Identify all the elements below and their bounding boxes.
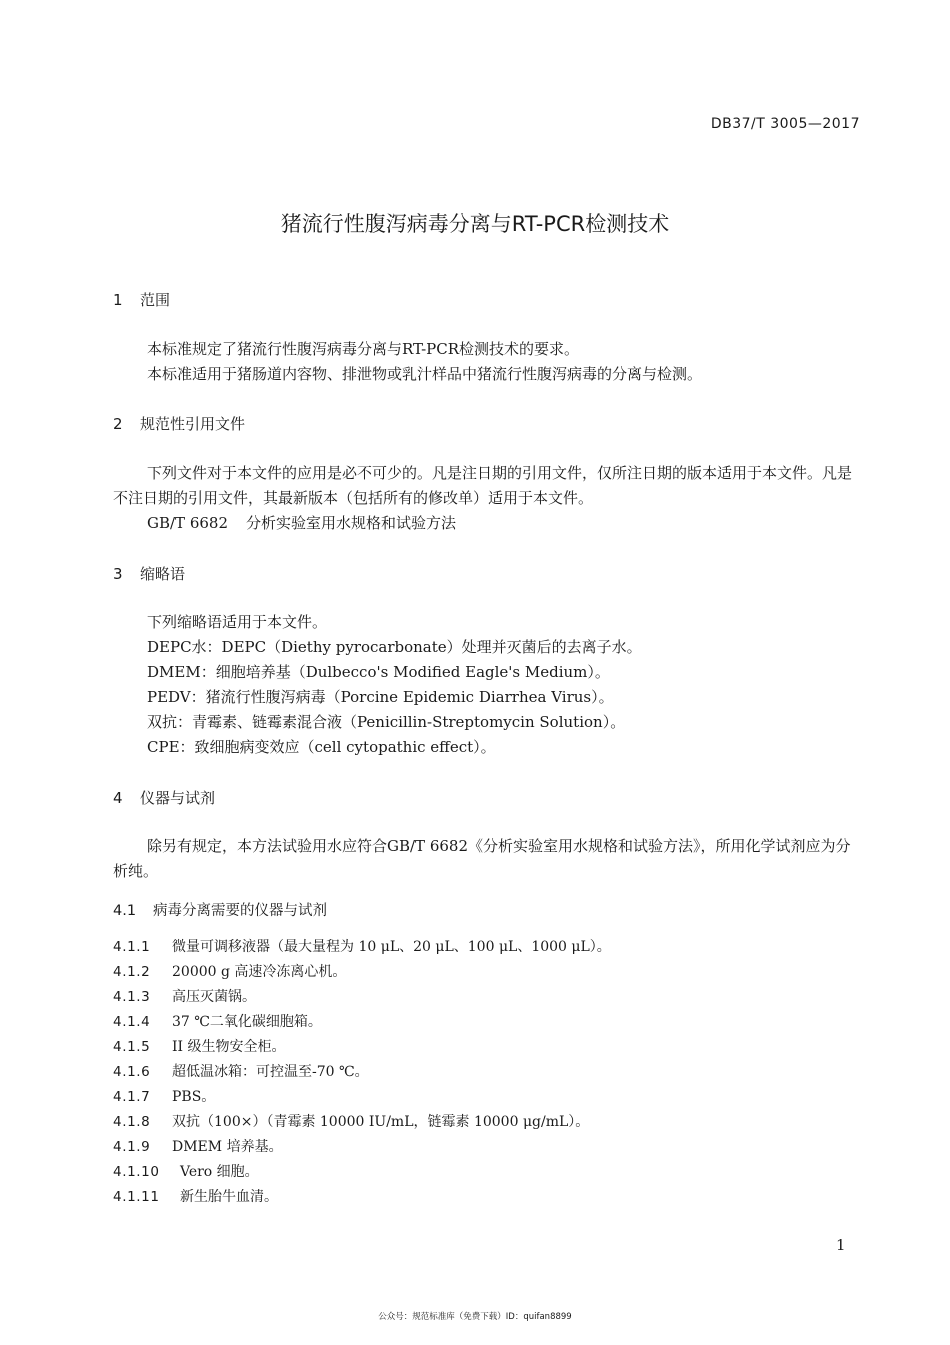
reference-title: 分析实验室用水规格和试验方法 <box>246 514 457 532</box>
standard-code: DB37/T 3005—2017 <box>710 116 860 132</box>
footer-watermark: 公众号：规范标准库（免费下载）ID：quifan8899 <box>378 1312 572 1322</box>
subsection-title: 病毒分离需要的仪器与试剂 <box>153 903 327 919</box>
section-4-paragraph: 除另有规定，本方法试验用水应符合GB/T 6682《分析实验室用水规格和试验方法》，所用化学试剂应为分析纯。 <box>113 837 851 880</box>
section-1-paragraph-2: 本标准适用于猪肠道内容物、排泄物或乳汁样品中猪流行性腹泻病毒的分离与检测。 <box>147 365 703 383</box>
item-text: II 级生物安全柜。 <box>172 1039 286 1055</box>
page-number: 1 <box>836 1236 846 1254</box>
item-text: 高压灭菌锅。 <box>172 989 256 1005</box>
document-title: 猪流行性腹泻病毒分离与RT-PCR检测技术 <box>280 212 670 236</box>
item-number: 4.1.8 <box>113 1114 151 1130</box>
abbreviation-term: 双抗：青霉素、链霉素混合液（Penicillin-Streptomycin Solution）。 <box>147 713 626 731</box>
section-number: 1 <box>113 291 123 309</box>
section-title: 仪器与试剂 <box>140 789 216 807</box>
section-title: 缩略语 <box>140 565 186 583</box>
section-number: 4 <box>113 789 123 807</box>
equipment-item <box>113 936 611 956</box>
item-number: 4.1.1 <box>113 939 151 955</box>
item-number: 4.1.11 <box>113 1189 160 1205</box>
normative-reference <box>147 512 456 533</box>
section-4-heading <box>113 787 215 808</box>
item-text: 超低温冰箱：可控温至-70 ℃。 <box>172 1064 369 1080</box>
equipment-item <box>113 961 346 981</box>
item-text: 新生胎牛血清。 <box>180 1189 278 1205</box>
reference-code: GB/T 6682 <box>147 514 229 532</box>
item-text: 微量可调移液器（最大量程为 10 μL、20 μL、100 μL、1000 μL）。 <box>172 939 611 955</box>
equipment-item <box>113 1036 286 1056</box>
abbreviation-term: CPE：致细胞病变效应（cell cytopathic effect）。 <box>147 738 496 756</box>
equipment-item <box>113 1186 278 1206</box>
section-2-heading <box>113 413 245 434</box>
item-text: Vero 细胞。 <box>180 1164 259 1180</box>
section-title: 范围 <box>140 291 171 309</box>
abbreviation-term: PEDV：猪流行性腹泻病毒（Porcine Epidemic Diarrhea Virus）。 <box>147 688 614 706</box>
item-number: 4.1.9 <box>113 1139 151 1155</box>
section-1-heading <box>113 289 170 310</box>
item-number: 4.1.5 <box>113 1039 151 1055</box>
item-number: 4.1.4 <box>113 1014 151 1030</box>
abbreviation-term: DMEM：细胞培养基（Dulbecco's Modified Eagle's Medium）。 <box>147 663 610 681</box>
item-text: DMEM 培养基。 <box>172 1139 283 1155</box>
item-text: PBS。 <box>172 1089 216 1105</box>
equipment-item <box>113 1161 259 1181</box>
section-number: 3 <box>113 565 123 583</box>
section-3-heading <box>113 563 185 584</box>
item-text: 20000 g 高速冷冻离心机。 <box>172 964 347 980</box>
section-title: 规范性引用文件 <box>140 415 246 433</box>
abbreviation-term: DEPC水：DEPC（Diethy pyrocarbonate）处理并灭菌后的去离子水。 <box>147 638 642 656</box>
subsection-4-1-heading <box>113 899 327 920</box>
item-number: 4.1.10 <box>113 1164 160 1180</box>
item-text: 37 ℃二氧化碳细胞箱。 <box>172 1014 322 1030</box>
equipment-item <box>113 1086 215 1106</box>
subsection-number: 4.1 <box>113 903 137 919</box>
abbreviations-intro: 下列缩略语适用于本文件。 <box>147 613 328 631</box>
section-number: 2 <box>113 415 123 433</box>
equipment-item <box>113 1136 283 1156</box>
item-number: 4.1.3 <box>113 989 151 1005</box>
section-1-paragraph-1: 本标准规定了猪流行性腹泻病毒分离与RT-PCR检测技术的要求。 <box>147 340 580 358</box>
item-number: 4.1.6 <box>113 1064 151 1080</box>
equipment-item <box>113 986 256 1006</box>
equipment-item <box>113 1011 322 1031</box>
section-2-paragraph: 下列文件对于本文件的应用是必不可少的。凡是注日期的引用文件，仅所注日期的版本适用于本文件。凡是不注日期的引用文件，其最新版本（包括所有的修改单）适用于本文件。 <box>113 464 853 507</box>
equipment-item <box>113 1111 589 1131</box>
item-number: 4.1.2 <box>113 964 151 980</box>
item-number: 4.1.7 <box>113 1089 151 1105</box>
item-text: 双抗（100×）（青霉素 10000 IU/mL，链霉素 10000 μg/mL）。 <box>172 1114 590 1130</box>
equipment-item <box>113 1061 369 1081</box>
